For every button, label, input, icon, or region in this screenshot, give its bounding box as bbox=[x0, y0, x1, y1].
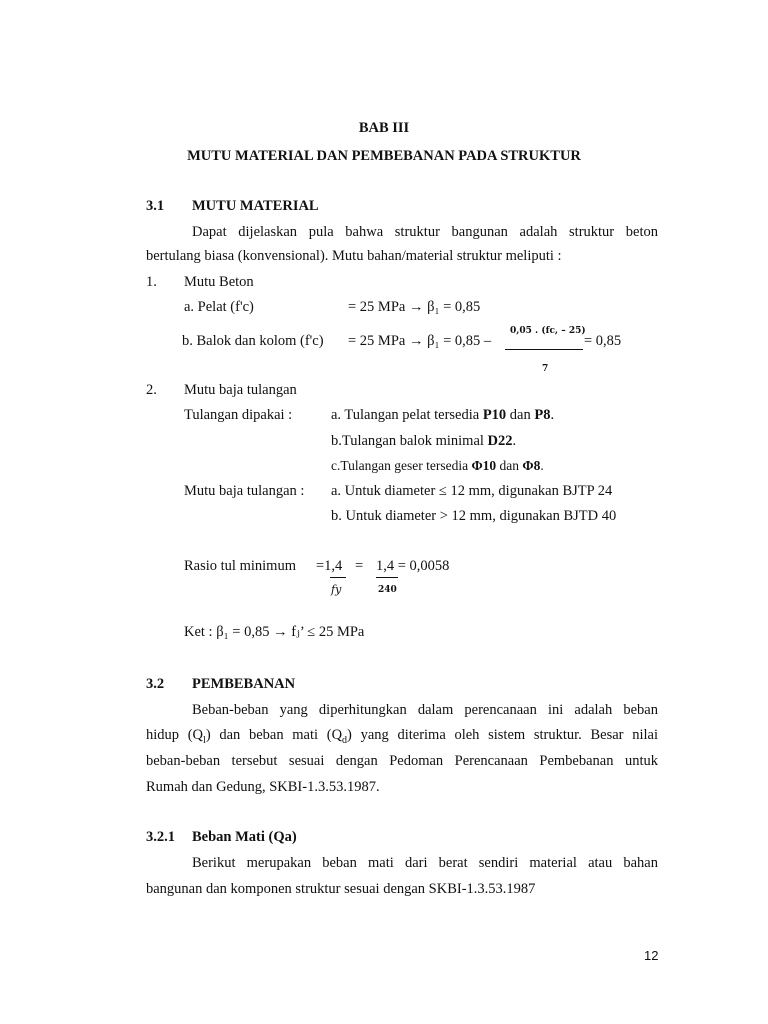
rebar-code: P10 bbox=[482, 407, 507, 423]
rebar-used-label: Tulangan dipakai : bbox=[184, 407, 293, 423]
note-line: Ket : β₁ = 0,85 → fⱼ’ ≤ 25 MPa bbox=[184, 624, 365, 640]
fraction-line bbox=[376, 577, 398, 578]
paragraph-line: Rumah dan Gedung, SKBI-1.3.53.1987. bbox=[146, 779, 380, 795]
rebar-code: Φ8 bbox=[522, 458, 541, 473]
rebar-text: . bbox=[512, 433, 517, 449]
fraction-line bbox=[330, 577, 346, 578]
rebar-text: dan bbox=[496, 458, 523, 473]
section-title: MUTU MATERIAL bbox=[192, 198, 319, 214]
section-title: PEMBEBANAN bbox=[192, 676, 296, 692]
rebar-beam-text: b.Tulangan balok minimal bbox=[331, 433, 488, 449]
paragraph-line: beban-beban tersebut sesuai dengan Pedoman Perencanaan Pembebanan untuk bbox=[146, 753, 658, 769]
rebar-code: Φ10 bbox=[471, 458, 497, 473]
page-number: 12 bbox=[644, 948, 659, 963]
rebar-beam-line bbox=[331, 433, 516, 450]
ratio-eq2: = bbox=[355, 558, 364, 574]
rebar-code: D22 bbox=[487, 433, 513, 449]
paragraph-line bbox=[146, 727, 658, 746]
list-number: 2. bbox=[146, 382, 157, 398]
ratio-den-240: 240 bbox=[378, 585, 397, 595]
concrete-slab-label: a. Pelat (f'c) bbox=[184, 299, 254, 315]
rebar-slab-text: a. Tulangan pelat tersedia bbox=[331, 407, 483, 423]
text-run: hidup (Q bbox=[146, 727, 204, 743]
subsection-number: 3.2.1 bbox=[146, 829, 175, 845]
rebar-code: P8 bbox=[534, 407, 551, 423]
rebar-text: . bbox=[550, 407, 555, 423]
fraction-denominator: 7 bbox=[542, 364, 549, 374]
rebar-text: . bbox=[540, 458, 544, 473]
ratio-eq1: =1,4 bbox=[316, 558, 343, 574]
subsection-title: Beban Mati (Qa) bbox=[192, 829, 297, 845]
text-run: ) dan beban mati (Q bbox=[205, 727, 343, 743]
fraction-line bbox=[505, 349, 583, 350]
beam-column-result: = 0,85 bbox=[584, 333, 622, 349]
paragraph-line: bangunan dan komponen struktur sesuai dengan SKBI-1.3.53.1987 bbox=[146, 881, 536, 897]
section-number: 3.1 bbox=[146, 198, 165, 214]
rebar-shear-line bbox=[331, 458, 544, 474]
list-title: Mutu baja tulangan bbox=[184, 382, 297, 398]
steel-grade-a: a. Untuk diameter ≤ 12 mm, digunakan BJTP 24 bbox=[331, 483, 613, 499]
paragraph-line: bertulang biasa (konvensional). Mutu bahan/material struktur meliputi : bbox=[146, 248, 562, 264]
steel-grade-label: Mutu baja tulangan : bbox=[184, 483, 305, 499]
ratio-label: Rasio tul minimum bbox=[184, 558, 296, 574]
ratio-eq3: 1,4 = 0,0058 bbox=[376, 558, 450, 574]
paragraph-line: Beban-beban yang diperhitungkan dalam perencanaan ini adalah beban bbox=[192, 702, 658, 718]
paragraph-line: Dapat dijelaskan pula bahwa struktur bangunan adalah struktur beton bbox=[192, 224, 658, 240]
list-number: 1. bbox=[146, 274, 157, 290]
subscript: l bbox=[203, 734, 206, 746]
subscript: d bbox=[342, 734, 348, 746]
section-number: 3.2 bbox=[146, 676, 165, 692]
chapter-title: MUTU MATERIAL DAN PEMBEBANAN PADA STRUKTUR bbox=[187, 148, 581, 164]
beam-column-label: b. Balok dan kolom (f'c) bbox=[182, 333, 324, 349]
paragraph-line: Berikut merupakan beban mati dari berat sendiri material atau bahan bbox=[192, 855, 658, 871]
list-title: Mutu Beton bbox=[184, 274, 254, 290]
text-run: ) yang diterima oleh sistem struktur. Besar nilai bbox=[347, 727, 658, 743]
chapter-label: BAB III bbox=[358, 120, 410, 136]
ratio-den-fy: fy bbox=[331, 583, 342, 596]
rebar-slab-line bbox=[331, 407, 554, 424]
rebar-shear-text: c.Tulangan geser tersedia bbox=[331, 458, 472, 473]
steel-grade-b: b. Untuk diameter > 12 mm, digunakan BJTD 40 bbox=[331, 508, 617, 524]
fraction-numerator: 0,05 . (fc, – 25) bbox=[510, 326, 586, 336]
concrete-slab-value: = 25 MPa → β₁ = 0,85 bbox=[348, 299, 481, 315]
rebar-text: dan bbox=[506, 407, 535, 423]
beam-column-value: = 25 MPa → β₁ = 0,85 – bbox=[348, 333, 492, 349]
